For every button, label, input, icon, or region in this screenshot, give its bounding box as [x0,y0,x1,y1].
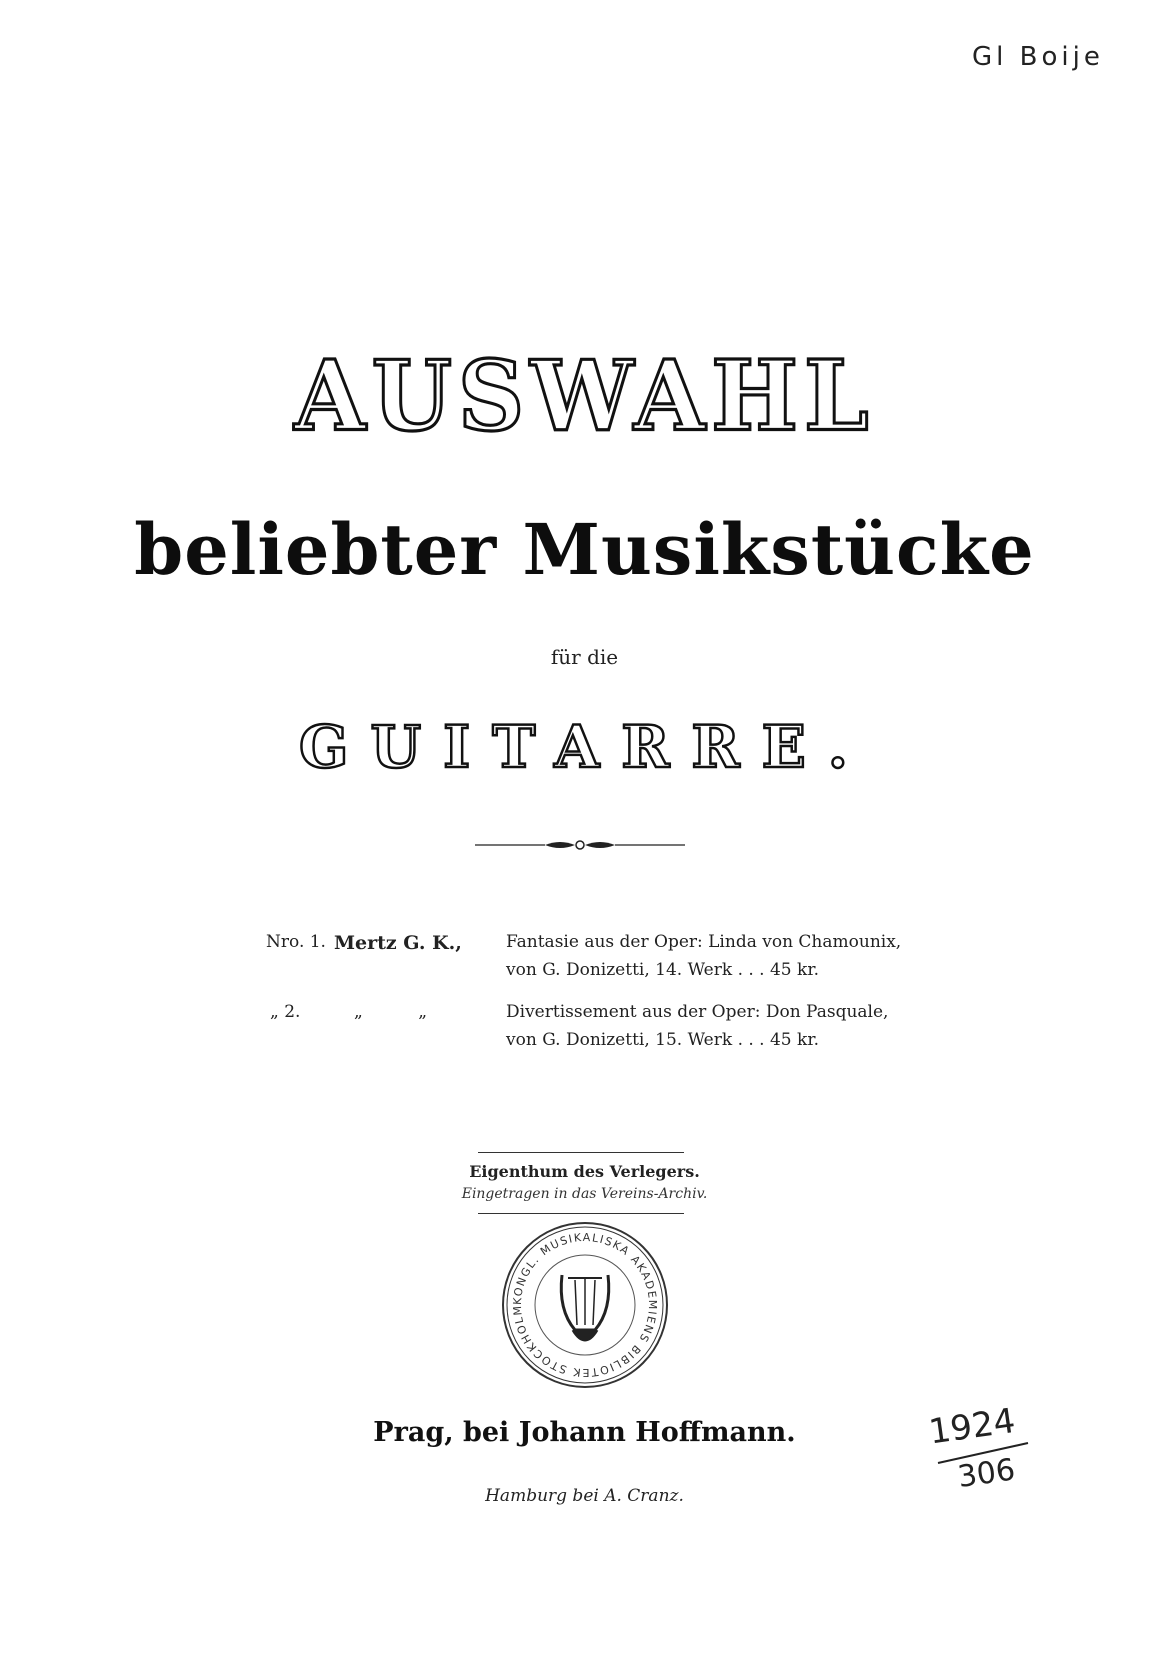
title-guitarre: GUITARRE. [298,713,871,781]
archive-note: Eingetragen in das Vereins-Archiv. [461,1186,708,1202]
entry-1-title: Fantasie aus der Oper: Linda von Chamounix, [506,932,902,952]
accession-number-top: 1924 [926,1400,1018,1453]
accession-number-bottom: 306 [955,1452,1018,1495]
rule-above-publisher-note [478,1152,684,1153]
stamp-text: KONGL. MUSIKALISKA AKADEMIENS BIBLIOTEK STOCKHOLM [510,1230,660,1380]
entry-1-composer: Mertz G. K., [334,932,462,954]
publisher-note: Eigenthum des Verlegers. [469,1162,700,1181]
handwritten-shelfmark: Gl Boije [972,42,1104,72]
entry-2-composer-ditto: „ „ [354,1002,428,1022]
library-stamp [500,1220,670,1390]
entry-1-number: Nro. 1. [266,932,326,952]
ornament-divider [475,835,685,855]
rule-below-archive-note [478,1213,684,1214]
title-auswahl: AUSWAHL [294,339,875,453]
lyre-icon [561,1275,609,1340]
title-subtitle: beliebter Musikstücke [134,508,1035,591]
entry-1-detail: von G. Donizetti, 14. Werk . . . 45 kr. [506,960,819,980]
entry-2-title: Divertissement aus der Oper: Don Pasquale, [506,1002,889,1022]
handwritten-accession-number [918,1395,1048,1495]
secondary-imprint: Hamburg bei A. Cranz. [485,1486,684,1506]
entry-2-number: „ 2. [270,1002,301,1022]
publisher-imprint: Prag, bei Johann Hoffmann. [373,1417,796,1448]
title-connector: für die [550,645,619,669]
entry-2-detail: von G. Donizetti, 15. Werk . . . 45 kr. [506,1030,819,1050]
